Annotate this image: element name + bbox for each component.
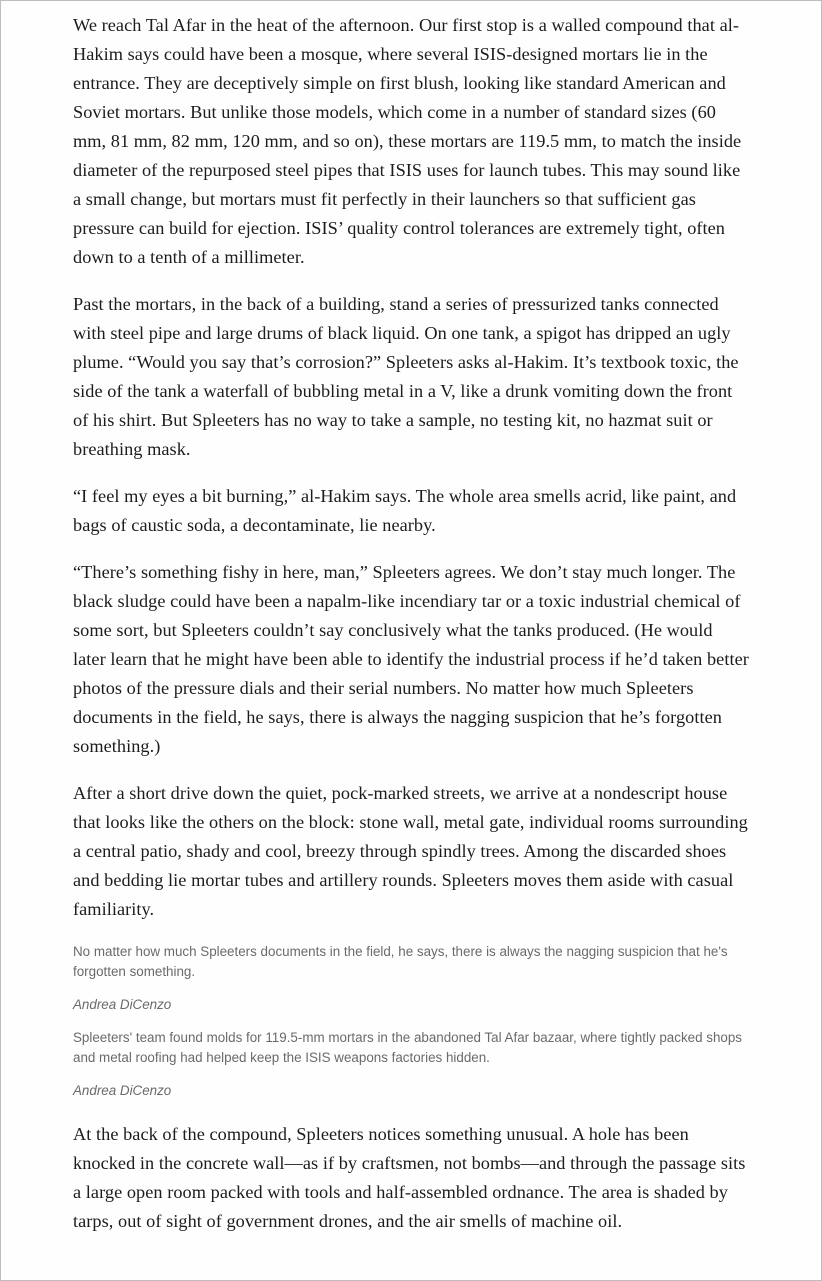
- figure-caption: Spleeters' team found molds for 119.5-mm mortars in the abandoned Tal Afar bazaar, where tightly packed shops and metal roofing had helped keep the ISIS weapons factories hidden.: [73, 1030, 742, 1065]
- article-body: [73, 11, 749, 1254]
- paragraph-something-fishy: “There’s something fishy in here, man,” Spleeters agrees. We don’t stay much longer. The black sludge could have been a napalm-like incendiary tar or a toxic industrial chemical of some sort, but Spleeters couldn’t say conclusively what the tanks produced. (He would later learn that he might have been able to identify the industrial process if he’d taken better photos of the pressure dials and their serial numbers. No matter how much Spleeters documents in the field, he says, there is always the nagging suspicion that he’s forgotten something.): [73, 562, 749, 756]
- figure-caption: No matter how much Spleeters documents in the field, he says, there is always the nagging suspicion that he's forgotten something.: [73, 944, 728, 979]
- photo-credit: Andrea DiCenzo: [73, 997, 172, 1012]
- photo-credit: Andrea DiCenzo: [73, 1083, 172, 1098]
- figure-caption-block-2: [73, 1028, 749, 1101]
- paragraph-eyes-burning: “I feel my eyes a bit burning,” al-Hakim says. The whole area smells acrid, like paint, and bags of caustic soda, a decontaminate, lie nearby.: [73, 486, 737, 535]
- paragraph-pressurized-tanks: Past the mortars, in the back of a building, stand a series of pressurized tanks connected with steel pipe and large drums of black liquid. On one tank, a spigot has dripped an ugly plume. “Would you say that’s corrosion?” Spleeters asks al-Hakim. It’s textbook toxic, the side of the tank a waterfall of bubbling metal in a V, like a drunk vomiting down the front of his shirt. But Spleeters has no way to take a sample, no testing kit, no hazmat suit or breathing mask.: [73, 294, 739, 459]
- paragraph-back-of-compound: At the back of the compound, Spleeters notices something unusual. A hole has been knocked in the concrete wall—as if by craftsmen, not bombs—and through the passage sits a large open room packed with tools and half-assembled ordnance. The area is shaded by tarps, out of sight of government drones, and the air smells of machine oil.: [73, 1124, 746, 1231]
- figure-caption-block-1: [73, 942, 749, 1015]
- paragraph-nondescript-house: After a short drive down the quiet, pock-marked streets, we arrive at a nondescript house that looks like the others on the block: stone wall, metal gate, individual rooms surrounding a central patio, shady and cool, breezy through spindly trees. Among the discarded shoes and bedding lie mortar tubes and artillery rounds. Spleeters moves them aside with casual familiarity.: [73, 783, 748, 919]
- paragraph-tal-afar-arrival: We reach Tal Afar in the heat of the afternoon. Our first stop is a walled compound that al-Hakim says could have been a mosque, where several ISIS-designed mortars lie in the entrance. They are deceptively simple on first blush, looking like standard American and Soviet mortars. But unlike those models, which come in a number of standard sizes (60 mm, 81 mm, 82 mm, 120 mm, and so on), these mortars are 119.5 mm, to match the inside diameter of the repurposed steel pipes that ISIS uses for launch tubes. This may sound like a small change, but mortars must fit perfectly in their launchers so that sufficient gas pressure can build for ejection. ISIS’ quality control tolerances are extremely tight, often down to a tenth of a millimeter.: [73, 15, 742, 267]
